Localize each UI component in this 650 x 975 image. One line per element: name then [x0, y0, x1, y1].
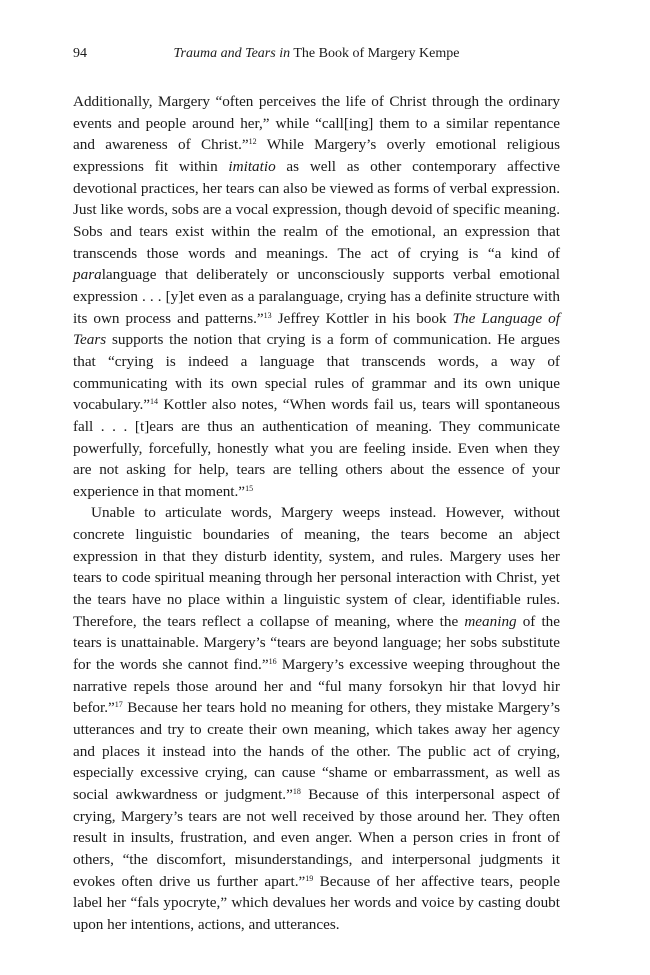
footnote-ref-14[interactable]: 14 — [150, 397, 159, 407]
text-run: Unable to articulate words, Margery weeps instead. However, without concrete linguistic boundaries of meaning, the tears become an abject expression in that they disturb identity, system, and rules. Margery uses her tears to code spiritual meaning through her personal interaction with Christ, yet the tears have no place within a linguistic system of clear, identifiable rules. Therefore, the tears reflect a collapse of meaning, where the — [73, 504, 560, 630]
page-number: 94 — [73, 46, 87, 61]
text-run: Because of this interpersonal aspect of crying, Margery’s tears are not well received by those around her. They often result in insults, frustration, and even anger. When a person cries in front of others, “the discomfort, misunderstandings, and interpersonal judgments it evokes often drive us further apart.” — [73, 786, 560, 890]
footnote-ref-16[interactable]: 16 — [268, 657, 277, 667]
text-run: supports the notion that crying is a form of communication. He argues that “crying is indeed a language that transcends words, a way of communicating with its own special rules of grammar and its own unique vocabulary.” — [73, 331, 560, 414]
text-run: Margery’s excessive weeping throughout the narrative repels those around her and “ful many forsokyn hir that lovyd hir befor.” — [73, 656, 560, 717]
text-run: Jeffrey Kottler in his book — [271, 309, 453, 327]
footnote-ref-15[interactable]: 15 — [245, 483, 254, 493]
footnote-ref-13[interactable]: 13 — [263, 310, 272, 320]
body-text — [73, 91, 560, 936]
text-run: language that deliberately or unconsciously supports verbal emotional expression . . . [y]et even as a paralanguage, crying has a definite structure with its own process and patterns.” — [73, 266, 560, 327]
italic-term: para — [73, 266, 102, 284]
running-head-italic: Trauma and Tears in — [173, 46, 291, 61]
text-run: Additionally, Margery “often perceives the life of Christ through the ordinary events and people around her,” while “call[ing] them to a similar repentance and awareness of Christ.” — [73, 93, 560, 154]
italic-term: meaning — [464, 612, 517, 630]
running-head — [73, 46, 560, 62]
italic-term: imitatio — [228, 157, 276, 175]
text-run: While Margery’s overly emotional religious expressions fit within — [73, 136, 560, 175]
text-run: Because her tears hold no meaning for others, they mistake Margery’s utterances and try to create their own meaning, which takes away her agency and places it instead into the hands of the other. The public act of crying, especially excessive crying, can cause “shame or embarrassment, as well as social awkwardness or judgment.” — [73, 699, 560, 803]
italic-book-title: The Language of Tears — [73, 309, 560, 349]
paragraph-2 — [73, 502, 560, 935]
footnote-ref-17[interactable]: 17 — [114, 700, 123, 710]
footnote-ref-18[interactable]: 18 — [292, 787, 301, 796]
text-run: as well as other contemporary affective devotional practices, her tears can also be viewed as forms of verbal expression. Just like words, sobs are a vocal expression, though devoid of specific meaning. Sobs and tears exist within the realm of the emotional, an expression that transcends those words and meanings. The act of crying is “a kind of — [73, 157, 560, 262]
footnote-ref-12[interactable]: 12 — [248, 137, 257, 147]
page-header — [73, 46, 560, 68]
text-run: of the tears is unattainable. Margery’s “tears are beyond language; her sobs substitute for the words she cannot find.” — [73, 612, 560, 674]
text-run: Because of her affective tears, people label her “fals ypocryte,” which devalues her words and voice by casting doubt upon her intentions, actions, and utterances. — [73, 872, 560, 933]
text-run: Kottler also notes, “When words fail us, tears will spontaneous fall . . . [t]ears are thus an authentication of meaning. They communicate powerfully, forcefully, honestly what you are feeling inside. Even when they are not asking for help, tears are telling others about the essence of your experience in that moment.” — [73, 396, 560, 500]
running-head-book-title: The Book of Margery Kempe — [293, 46, 460, 61]
footnote-ref-19[interactable]: 19 — [305, 873, 314, 883]
paragraph-1 — [73, 91, 560, 502]
